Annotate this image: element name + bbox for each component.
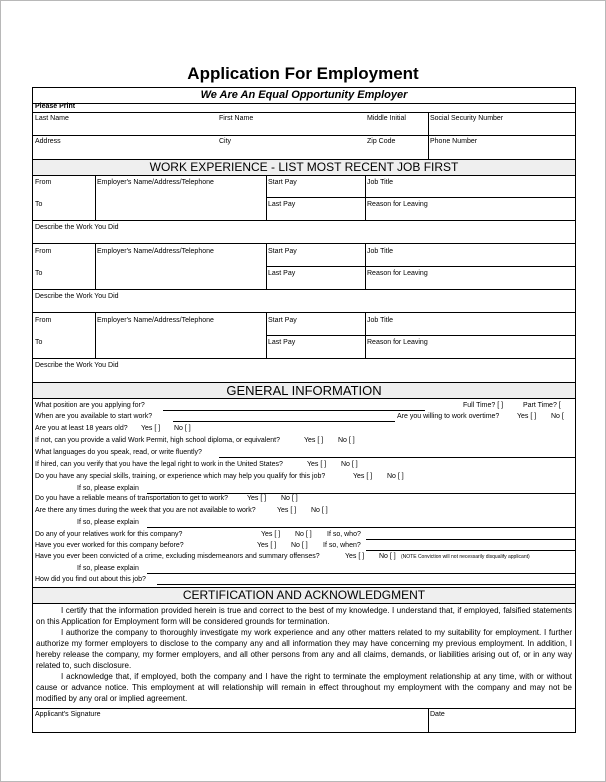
divider (33, 312, 575, 313)
divider (33, 603, 575, 604)
describe-work-field[interactable]: Describe the Work You Did (35, 224, 119, 231)
application-form (32, 87, 576, 733)
availability-answer-line[interactable] (173, 421, 395, 422)
languages-answer-line[interactable] (219, 457, 575, 458)
signature-field[interactable]: Applicant's Signature (35, 711, 101, 718)
worked-no-checkbox[interactable]: No [ ] (291, 542, 308, 549)
authorization-paragraph (36, 627, 572, 671)
certification-text (36, 605, 572, 704)
full-time-checkbox[interactable]: Full Time? [ ] (463, 402, 504, 409)
ssn-field[interactable]: Social Security Number (430, 115, 504, 122)
start-pay-field[interactable]: Start Pay (268, 248, 297, 255)
certification-paragraph (36, 605, 572, 627)
times-explain-line[interactable] (147, 527, 575, 528)
divider (266, 197, 575, 198)
divider (266, 266, 575, 267)
date-field[interactable]: Date (430, 711, 445, 718)
legal-right-question: If hired, can you verify that you have the legal right to work in the United States? (35, 461, 283, 468)
city-field[interactable]: City (219, 138, 232, 145)
job-title-field[interactable]: Job Title (367, 317, 394, 324)
age-no-checkbox[interactable]: No [ ] (174, 425, 191, 432)
divider (266, 335, 575, 336)
times-question: Are there any times during the week that you are not available to work? (35, 507, 256, 514)
last-pay-field[interactable]: Last Pay (268, 201, 296, 208)
worked-yes-checkbox[interactable]: Yes [ ] (257, 542, 277, 549)
divider (33, 358, 575, 359)
divider (33, 708, 575, 709)
availability-question: When are you available to start work? (35, 413, 153, 420)
times-explain-label: If so, please explain (77, 519, 139, 526)
reason-for-leaving-field[interactable]: Reason for Leaving (367, 201, 428, 208)
worked-when-line[interactable] (366, 550, 575, 551)
overtime-question: Are you willing to work overtime? (397, 413, 500, 420)
age-question: Are you at least 18 years old? (35, 425, 128, 432)
paragraph-text: I certify that the information provided herein is true and correct to the best of my knowledge. I understand that, if employed, falsified statements on this Application for Employment form will be considered grounds for termination. (36, 606, 572, 626)
position-answer-line[interactable] (163, 410, 425, 411)
please-print-note: Please Print (35, 103, 76, 110)
relatives-yes-checkbox[interactable]: Yes [ ] (261, 531, 281, 538)
skills-explain-label: If so, please explain (77, 485, 139, 492)
job-title-field[interactable]: Job Title (367, 179, 394, 186)
general-information-heading: GENERAL INFORMATION (33, 383, 575, 398)
skills-no-checkbox[interactable]: No [ ] (387, 473, 404, 480)
overtime-yes-checkbox[interactable]: Yes [ ] (517, 413, 537, 420)
permit-no-checkbox[interactable]: No [ ] (338, 437, 355, 444)
times-yes-checkbox[interactable]: Yes [ ] (277, 507, 297, 514)
worked-when-label: If so, when? (323, 542, 361, 549)
employer-field[interactable]: Employer's Name/Address/Telephone (97, 179, 214, 186)
permit-yes-checkbox[interactable]: Yes [ ] (304, 437, 324, 444)
age-yes-checkbox[interactable]: Yes [ ] (141, 425, 161, 432)
start-pay-field[interactable]: Start Pay (268, 179, 297, 186)
job-title-field[interactable]: Job Title (367, 248, 394, 255)
to-field[interactable]: To (35, 270, 43, 277)
divider (33, 175, 575, 176)
permit-question: If not, can you provide a valid Work Permit, high school diploma, or equivalent? (35, 437, 280, 444)
divider (33, 398, 575, 399)
last-pay-field[interactable]: Last Pay (268, 270, 296, 277)
first-name-field[interactable]: First Name (219, 115, 254, 122)
relatives-no-checkbox[interactable]: No [ ] (295, 531, 312, 538)
at-will-paragraph (36, 671, 572, 704)
relatives-question: Do any of your relatives work for this company? (35, 531, 183, 538)
conviction-note: (NOTE Conviction will not necessarily disqualify applicant) (401, 554, 530, 560)
find-out-line[interactable] (157, 584, 575, 585)
languages-question: What languages do you speak, read, or write fluently? (35, 449, 202, 456)
form-title: Application For Employment (187, 64, 419, 83)
legal-no-checkbox[interactable]: No [ ] (341, 461, 358, 468)
relatives-who-line[interactable] (366, 539, 575, 540)
legal-yes-checkbox[interactable]: Yes [ ] (307, 461, 327, 468)
divider (33, 103, 575, 104)
zip-field[interactable]: Zip Code (367, 138, 396, 145)
position-question: What position are you applying for? (35, 402, 145, 409)
part-time-checkbox[interactable]: Part Time? [ (523, 402, 561, 409)
divider (95, 243, 96, 289)
times-no-checkbox[interactable]: No [ ] (311, 507, 328, 514)
conviction-question: Have you ever been convicted of a crime, excluding misdemeanors and summary offenses? (35, 553, 320, 560)
reason-for-leaving-field[interactable]: Reason for Leaving (367, 270, 428, 277)
divider (95, 175, 96, 220)
employer-field[interactable]: Employer's Name/Address/Telephone (97, 317, 214, 324)
paragraph-text: I authorize the company to thoroughly investigate my work experience and any other matters related to my suitability for employment. I further authorize my former employers to disclose to the company any and all information they may have concerning my previous employment. In addition, I hereby release the company, my former employers, and all other persons from any and all claims, demands, or liabilities arising out of, or in any way related to, such disclosure. (36, 628, 572, 670)
from-field[interactable]: From (35, 179, 52, 186)
relatives-who-label: If so, who? (327, 531, 361, 538)
certification-heading: CERTIFICATION AND ACKNOWLEDGMENT (33, 588, 575, 603)
divider (428, 708, 429, 732)
conviction-explain-line[interactable] (147, 573, 575, 574)
from-field[interactable]: From (35, 248, 52, 255)
skills-question: Do you have any special skills, training, or experience which may help you qualify for this job? (35, 473, 326, 480)
conviction-explain-label: If so, please explain (77, 565, 139, 572)
divider (33, 289, 575, 290)
to-field[interactable]: To (35, 201, 43, 208)
conviction-yes-checkbox[interactable]: Yes [ ] (345, 553, 365, 560)
describe-work-field[interactable]: Describe the Work You Did (35, 362, 119, 369)
employer-field[interactable]: Employer's Name/Address/Telephone (97, 248, 214, 255)
last-name-field[interactable]: Last Name (35, 115, 69, 122)
work-experience-heading: WORK EXPERIENCE - LIST MOST RECENT JOB FIRST (33, 160, 575, 175)
transport-no-checkbox[interactable]: No [ ] (281, 495, 298, 502)
divider (33, 243, 575, 244)
divider (33, 112, 575, 113)
overtime-no-checkbox[interactable]: No [ (551, 413, 564, 420)
to-field[interactable]: To (35, 339, 43, 346)
find-out-question: How did you find out about this job? (35, 576, 146, 583)
paragraph-text: I acknowledge that, if employed, both the company and I have the right to terminate the employment relationship at any time, with or without cause or advance notice. This employment at will relationship will remain in effect throughout my employment with the company and may not be modified by any oral or implied agreement. (36, 672, 572, 703)
divider (95, 312, 96, 358)
form-subtitle: We Are An Equal Opportunity Employer (200, 89, 408, 101)
worked-before-question: Have you ever worked for this company before? (35, 542, 184, 549)
from-field[interactable]: From (35, 317, 52, 324)
conviction-no-checkbox[interactable]: No [ ] (379, 553, 396, 560)
start-pay-field[interactable]: Start Pay (268, 317, 297, 324)
transportation-question: Do you have a reliable means of transportation to get to work? (35, 495, 228, 502)
skills-yes-checkbox[interactable]: Yes [ ] (353, 473, 373, 480)
middle-initial-field[interactable]: Middle Initial (367, 115, 406, 122)
reason-for-leaving-field[interactable]: Reason for Leaving (367, 339, 428, 346)
phone-field[interactable]: Phone Number (430, 138, 478, 145)
divider (33, 220, 575, 221)
divider (33, 135, 575, 136)
last-pay-field[interactable]: Last Pay (268, 339, 296, 346)
transport-yes-checkbox[interactable]: Yes [ ] (247, 495, 267, 502)
describe-work-field[interactable]: Describe the Work You Did (35, 293, 119, 300)
address-field[interactable]: Address (35, 138, 61, 145)
